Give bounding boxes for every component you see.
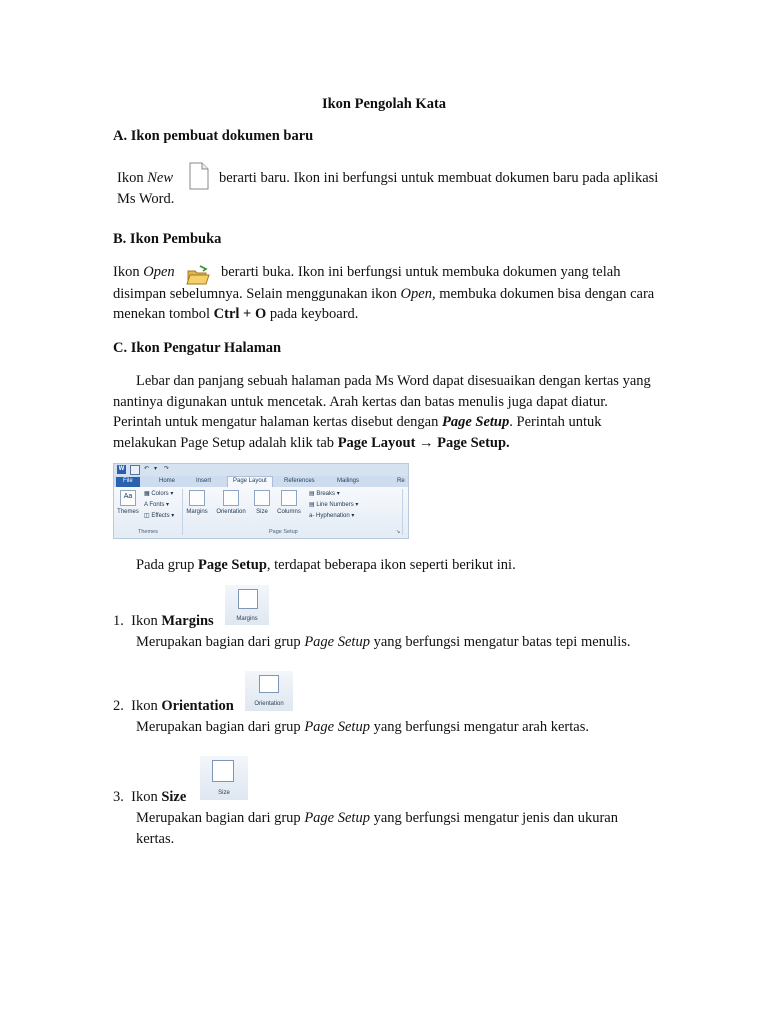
- group-separator: [182, 489, 183, 535]
- size-description-line-2: kertas.: [136, 831, 175, 847]
- list-item-orientation: 2. Ikon Orientation: [113, 698, 234, 714]
- section-c-line-2: nantinya digunakan untuk mencetak. Arah kertas dan batas menulis juga dapat diatur.: [113, 394, 608, 410]
- themes-button[interactable]: Aa Themes: [117, 490, 139, 516]
- orientation-icon: Orientation: [245, 671, 293, 711]
- effects-button[interactable]: ◫ Effects ▾: [144, 513, 175, 519]
- dropdown-icon: ▾: [154, 466, 158, 472]
- section-c-heading: C. Ikon Pengatur Halaman: [113, 340, 282, 356]
- section-b-line-2: disimpan sebelumnya. Selain menggunakan ikon Open, membuka dokumen bisa dengan cara: [113, 286, 655, 302]
- margins-description: Merupakan bagian dari grup Page Setup yang berfungsi mengatur batas tepi menulis.: [136, 634, 631, 650]
- tab-file[interactable]: File: [116, 477, 140, 487]
- word-ribbon-screenshot: [113, 463, 409, 539]
- breaks-button[interactable]: ▤ Breaks ▾: [309, 491, 340, 497]
- section-b-line-1-rest: berarti buka. Ikon ini berfungsi untuk membuka dokumen yang telah: [221, 264, 621, 280]
- tab-references[interactable]: References: [284, 478, 315, 484]
- columns-icon: [281, 490, 297, 506]
- new-document-icon: [189, 162, 209, 190]
- ribbon-body: [114, 487, 408, 538]
- page-title: Ikon Pengolah Kata: [321, 96, 447, 112]
- orientation-description: Merupakan bagian dari grup Page Setup yang berfungsi mengatur arah kertas.: [136, 719, 589, 735]
- group-label-themes: Themes: [138, 529, 158, 535]
- section-b-line-3: menekan tombol Ctrl + O pada keyboard.: [113, 306, 359, 322]
- section-c-line-3: Perintah untuk mengatur halaman kertas disebut dengan Page Setup. Perintah untuk: [113, 414, 602, 430]
- tab-insert[interactable]: Insert: [196, 478, 212, 484]
- group-separator: [402, 489, 403, 535]
- section-b-line-1: Ikon Open: [113, 264, 175, 280]
- size-icon: [254, 490, 270, 506]
- orientation-button[interactable]: Orientation: [212, 490, 250, 516]
- orientation-icon: [223, 490, 239, 506]
- size-button[interactable]: Size: [252, 490, 272, 516]
- tab-home[interactable]: Home: [159, 478, 176, 484]
- tab-page-layout[interactable]: Page Layout: [227, 476, 273, 487]
- list-item-margins: 1. Ikon Margins: [113, 613, 214, 629]
- quick-access-toolbar: [114, 464, 408, 476]
- save-icon: [130, 465, 140, 475]
- group-intro-line: Pada grup Page Setup, terdapat beberapa ikon seperti berikut ini.: [136, 557, 516, 573]
- group-label-page-setup: Page Setup: [269, 529, 298, 535]
- dialog-launcher-icon[interactable]: ↘: [396, 529, 401, 535]
- section-a-line-2: Ms Word.: [117, 191, 175, 207]
- columns-button[interactable]: Columns: [274, 490, 304, 516]
- section-a-heading: A. Ikon pembuat dokumen baru: [113, 128, 314, 144]
- ribbon-tabs: [114, 476, 408, 487]
- fonts-button[interactable]: A Fonts ▾: [144, 502, 170, 508]
- section-a-line-1: Ikon New: [117, 170, 173, 186]
- redo-icon: ↷: [164, 466, 170, 472]
- themes-icon: Aa: [120, 490, 136, 506]
- undo-icon: ↶: [144, 466, 150, 472]
- list-item-size: 3. Ikon Size: [113, 789, 187, 805]
- section-c-line-4: melakukan Page Setup adalah klik tab Page Layout → Page Setup.: [113, 435, 510, 451]
- hyphenation-button[interactable]: a- Hyphenation ▾: [309, 513, 355, 519]
- section-a-line-1-rest: berarti baru. Ikon ini berfungsi untuk membuat dokumen baru pada aplikasi: [219, 170, 659, 186]
- size-icon: Size: [200, 756, 248, 800]
- size-description: Merupakan bagian dari grup Page Setup yang berfungsi mengatur jenis dan ukuran: [136, 810, 618, 826]
- tab-mailings[interactable]: Mailings: [337, 478, 360, 484]
- margins-button[interactable]: Margins: [184, 490, 210, 516]
- margins-icon: [189, 490, 205, 506]
- tab-review[interactable]: Re: [397, 478, 405, 484]
- section-b-heading: B. Ikon Pembuka: [113, 231, 222, 247]
- section-c-line-1: Lebar dan panjang sebuah halaman pada Ms Word dapat disesuaikan dengan kertas yang: [136, 373, 651, 389]
- colors-button[interactable]: ▦ Colors ▾: [144, 491, 174, 497]
- line-numbers-button[interactable]: ▤ Line Numbers ▾: [309, 502, 359, 508]
- word-logo-icon: W: [118, 466, 125, 472]
- margins-icon: Margins: [225, 585, 269, 625]
